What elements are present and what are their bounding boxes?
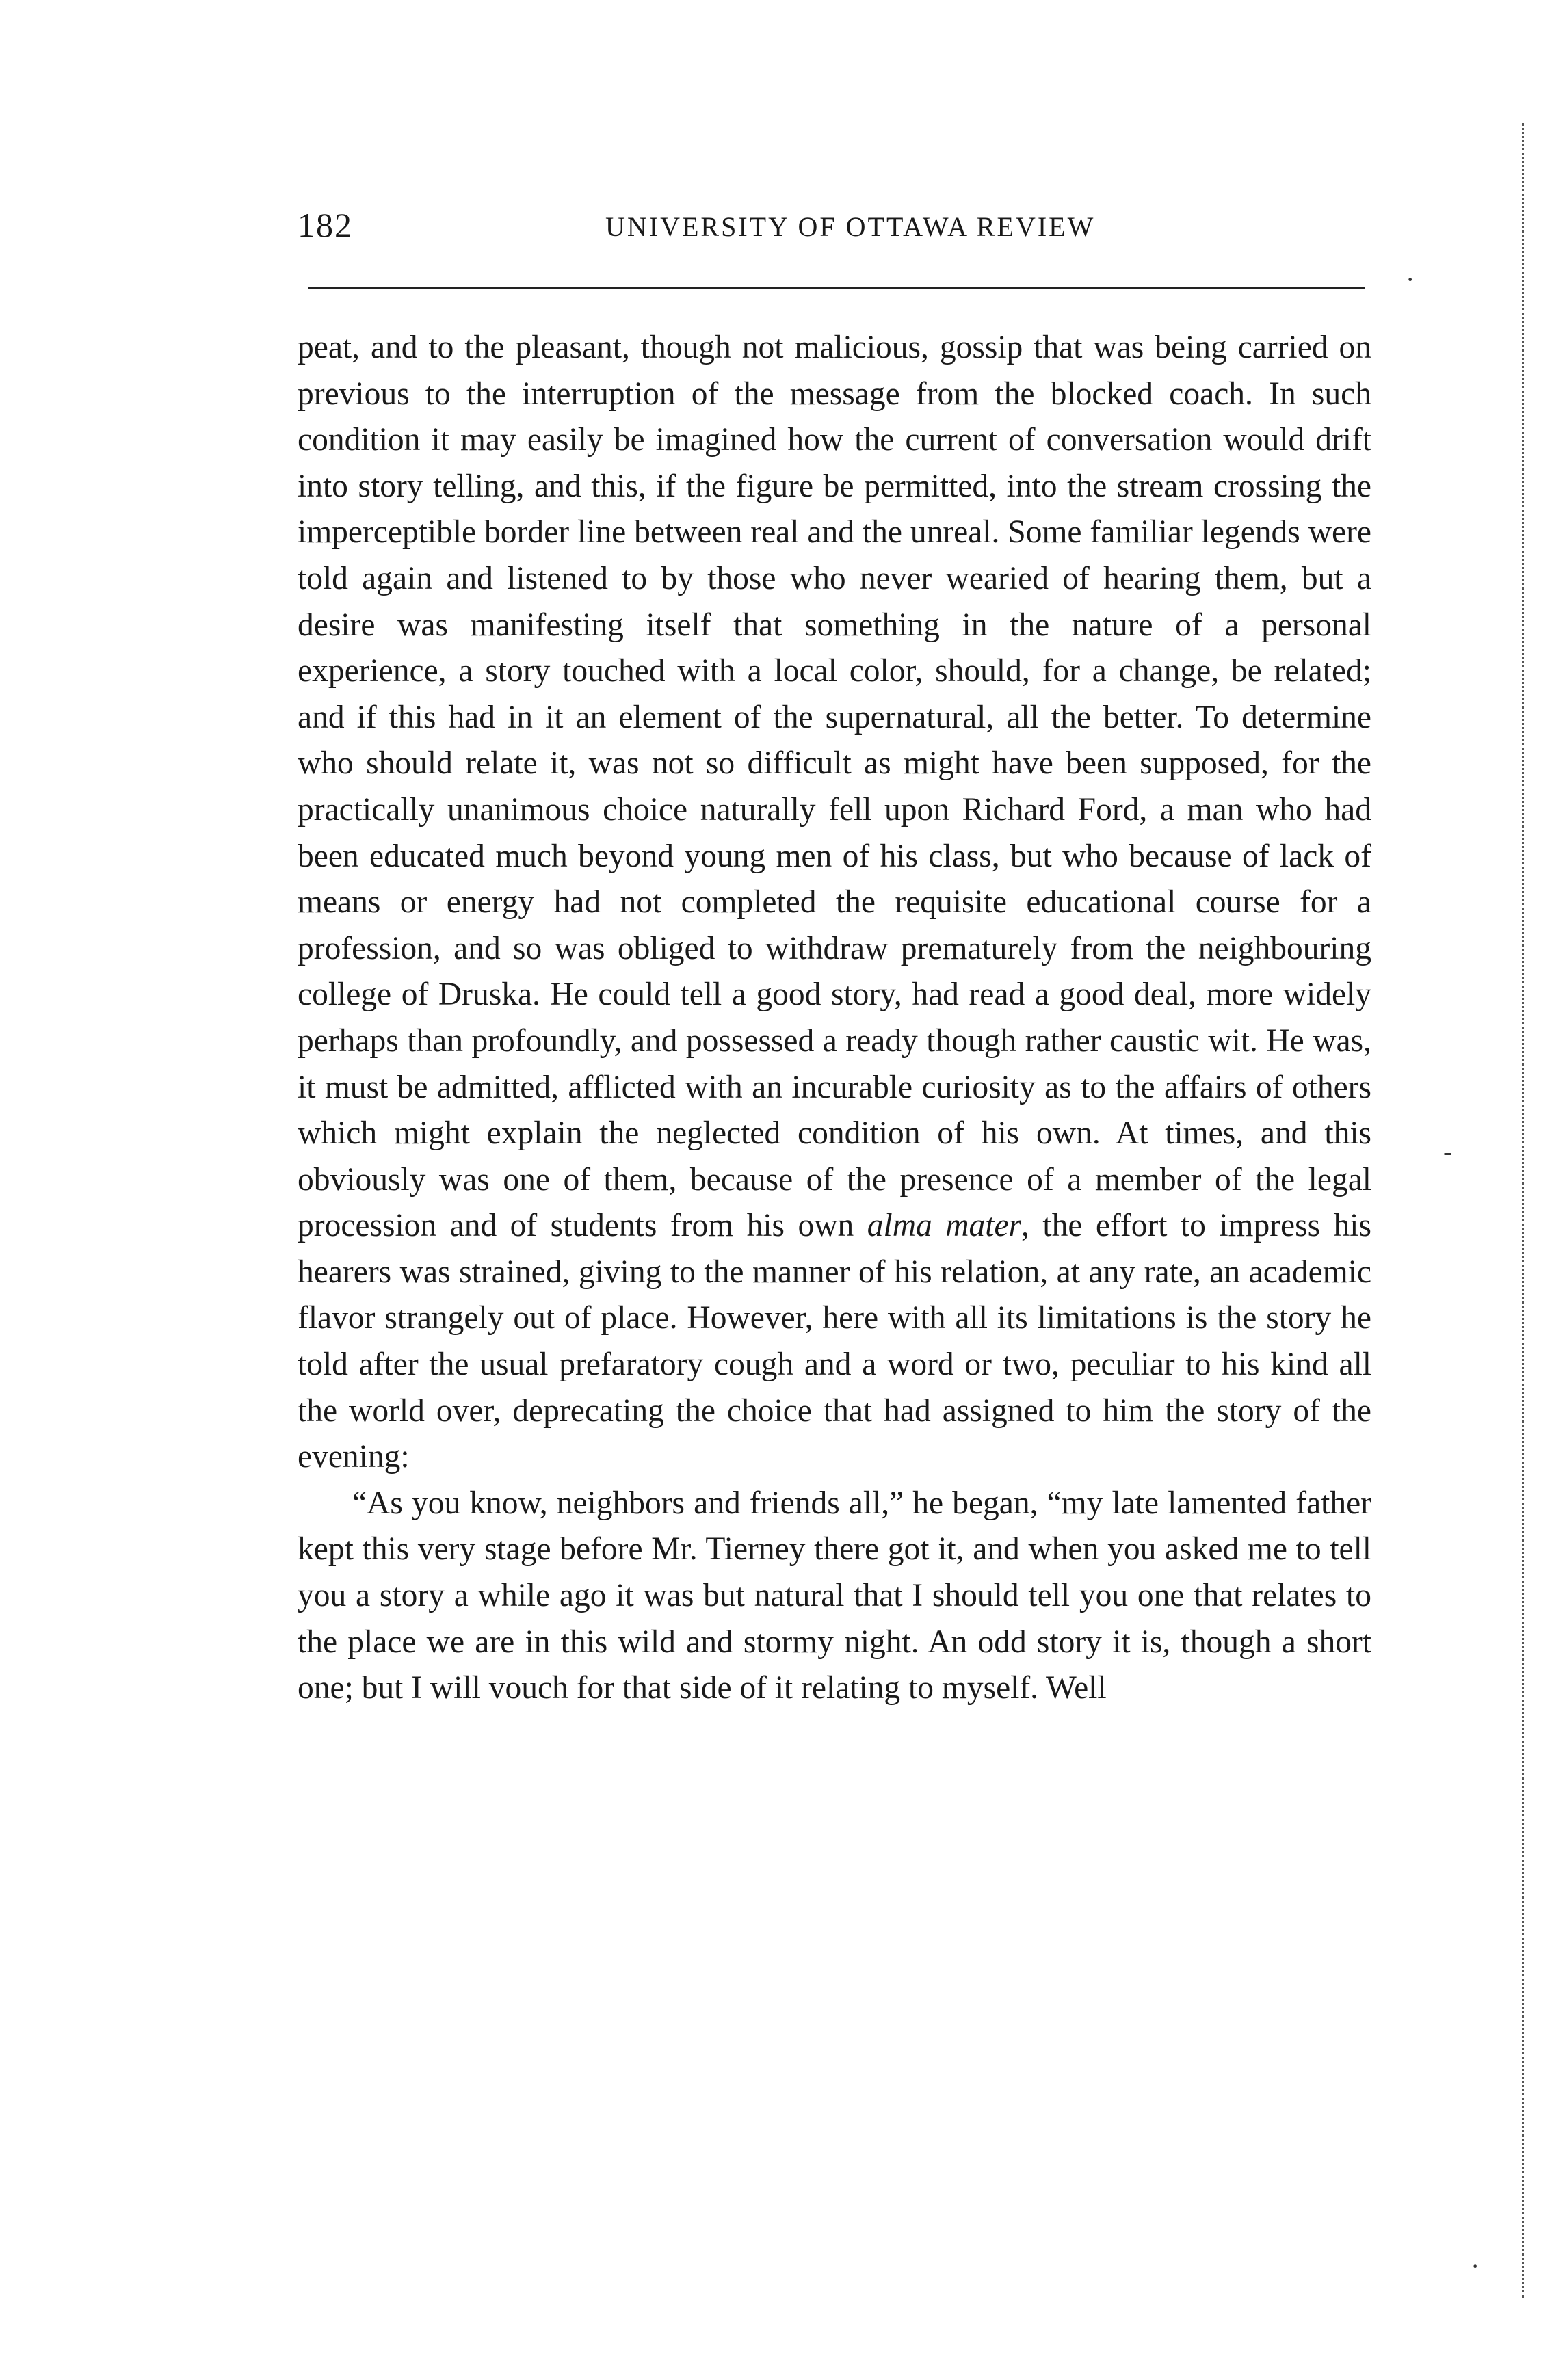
paragraph-text: “As you know, neighbors and friends all,” he began, “my late lamented father kept this very stage before Mr. Tierney there got it, and when you asked me to tell you a story a while ago it was but natural that I should tell you one that relates to the place we are in this wild and stormy night. An odd story it is, though a short one; but I will vouch for that side of it relating to myself. Well — [298, 1485, 1371, 1706]
paragraph-text-continued: , the effort to impress his hearers was strained, giving to the manner of his relation, at any rate, an academic flavor strangely out of place. However, here with all its limitations is the story he told after the usual prefaratory cough and a word or two, peculiar to his kind all the world over, deprecating the choice that had assigned to him the story of the evening: — [298, 1208, 1371, 1475]
italic-phrase: alma mater — [867, 1208, 1022, 1244]
scan-speck: - — [1443, 1136, 1453, 1167]
scan-speck: · — [1406, 264, 1415, 295]
running-head: UNIVERSITY OF OTTAWA REVIEW — [605, 211, 1096, 242]
page-number: 182 — [298, 206, 353, 244]
page-header — [298, 205, 1365, 260]
header-rule — [308, 287, 1365, 289]
paragraph — [298, 325, 1371, 1481]
paragraph — [298, 1481, 1371, 1712]
body-text — [298, 325, 1371, 1712]
scan-speck: · — [1471, 2251, 1480, 2282]
scan-edge-line — [1522, 123, 1524, 2298]
paragraph-text: peat, and to the pleasant, though not malicious, gossip that was being carried on previous to the interruption of the message from the blocked coach. In such condition it may easily be imagined how the current of conversation would drift into story telling, and this, if the figure be permitted, into the stream crossing the imperceptible border line between real and the unreal. Some familiar legends were told again and listened to by those who never wearied of hearing them, but a desire was manifesting itself that something in the nature of a personal experience, a story touched with a local color, should, for a change, be related; and if this had in it an element of the supernatural, all the better. To determine who should relate it, was not so difficult as might have been supposed, for the practically unanimous choice naturally fell upon Richard Ford, a man who had been educated much beyond young men of his class, but who because of lack of means or energy had not completed the requisite educational course for a profession, and so was obliged to withdraw prematurely from the neighbouring college of Druska. He could tell a good story, had read a good deal, more widely perhaps than profoundly, and possessed a ready though rather caustic wit. He was, it must be admitted, afflicted with an incurable curiosity as to the affairs of others which might explain the neglected condition of his own. At times, and this obviously was one of them, because of the presence of a member of the legal procession and of students from his own — [298, 330, 1371, 1244]
